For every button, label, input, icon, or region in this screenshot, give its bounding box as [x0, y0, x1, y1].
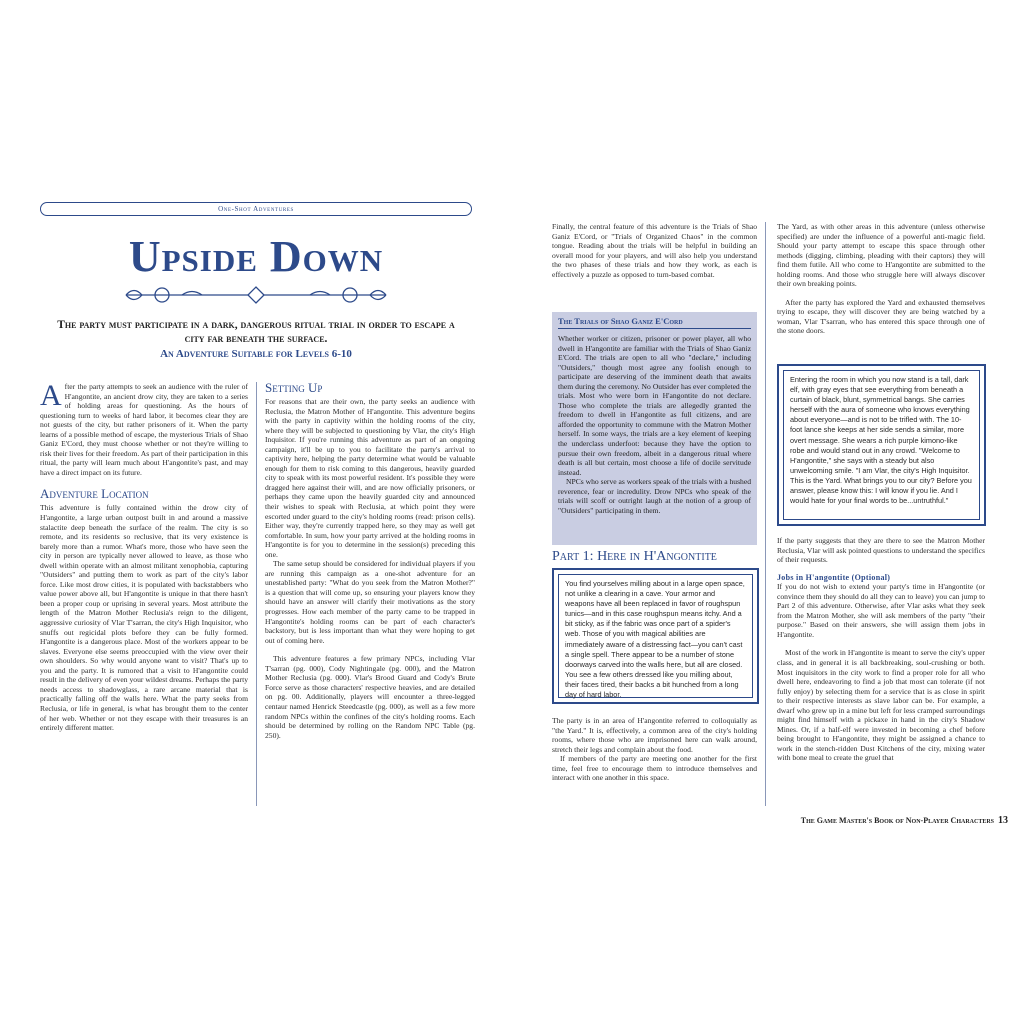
title-ornament — [122, 282, 390, 308]
trials-sidebar — [552, 312, 757, 545]
adventure-location-heading: Adventure Location — [40, 486, 149, 502]
readaloud-box-yard — [552, 568, 759, 704]
column-divider — [256, 382, 257, 806]
column-3-bottom — [552, 716, 757, 783]
jobs-paragraph-1: If you do not wish to extend your party's time in H'angontite (or convince them they should do all they can to leave) you can jump to Part 2 of this adventure. Otherwise, after Vlar asks what they seek from the Matron Mother, she will ask members of the party "their purpose." Based on their answers, she will assign them jobs in H'angontite. — [777, 582, 985, 639]
column-3-top — [552, 222, 757, 279]
drop-cap: A — [40, 379, 62, 412]
footer-book-title: The Game Master's Book of Non-Player Characters — [800, 816, 994, 825]
setting-up-paragraph-2: The same setup should be considered for individual players if you are running this campaign as a one-shot adventure for an unestablished party: "What do you seek from the Matron Mother?" is a question that will come up, so ensuring your players know they should have an answer will clarify their motivations as the story progresses. How each member of the party came to be trapped in H'angontite's holding rooms can be part of each character's backstory, but is less important than what they were hoping to get out of coming here. — [265, 559, 475, 645]
page-footer — [801, 815, 1008, 826]
part-1-heading: Part 1: Here in H'Angontite — [552, 549, 717, 564]
sidebar-title: The Trials of Shao Ganiz E'Cord — [558, 316, 751, 329]
readaloud-text-vlar: Entering the room in which you now stand is a tall, dark elf, with gray eyes that see everything from beneath a curtain of black, blunt, symmetrical bangs. She carries herself with the aura of someone who knows everything about everyone—and is not to be trifled with. The 10-foot lance she keeps at her side sends a similar, more overt message. She wears a rich purple kimono-like robe and would stand out in any crowd. "Welcome to H'angontite," she says with a steady but also unwelcoming smile. "I am Vlar, the city's High Inquisitor. This is the Yard. What brings you to our city? Before you answer, please know this: I will know if you lie. And I would hate for your final words to be...untruthful." — [783, 370, 980, 520]
matron-request-paragraph: If the party suggests that they are there to see the Matron Mother Reclusia, Vlar will ask pointed questions to understand the specifics of their requests. — [777, 536, 985, 565]
column-4 — [777, 222, 985, 336]
page-title: Upside Down — [128, 232, 384, 281]
column-1 — [40, 379, 248, 733]
setting-up-paragraph-3: This adventure features a few primary NPCs, including Vlar T'sarran (pg. 000), Cody Nightingale (pg. 000), and the Matron Mother Reclusia (pg. 000). Vlar's Brood Guard and Cody's Brute Force serve as those characters' respective heavies, and are detailed on pg. 00. Additionally, players will encounter a three-legged centaur named Henrick Steedcastle (pg. 000), as well as a few more random NPCs within the confines of the city's holding rooms. Each should be determined by rolling on the Random NPC Table (pg. 250). — [265, 654, 475, 740]
intro-paragraph: fter the party attempts to seek an audience with the ruler of H'angontite, an ancient drow city, they are taken to a series of holding areas for questioning. As the hours of questioning turn to weeks of hard labor, it becomes clear they are not guests of the city, but rather prisoners of it. When the party learns of a possible method of escape, the mysterious Trials of Shao Ganiz E'Cord, they must choose whether or not they're willing to risk their lives for their freedom. As part of their participation in this ritual, the party will learn much about H'angontite's past, and may have a direct impact on its future. — [40, 382, 248, 477]
page-number: 13 — [998, 815, 1008, 826]
column-divider-right — [765, 222, 766, 806]
jobs-paragraph-2: Most of the work in H'angontite is meant to serve the city's upper class, and in general it is all backbreaking, soul-crushing or both. Most inquisitors in the city work to find a proper role for all who dwell here, endeavoring to find a job that most can tolerate (if not fully enjoy) by selecting them for a service that is as close in spirit to their respective interests as slave labor can be. For example, a dwarf who grew up in a mine but left for less cramped surroundings might find himself with a pickaxe in hand in the city's Shadow Mines. Or, if a half-elf were invested in becoming a chef before being brought to H'angontite, they might be assigned a chance to work in the stench-ridden Dust Kitchens of the city, mixing water with bone meal to create the gruel that — [777, 648, 985, 763]
setting-up-paragraph-1: For reasons that are their own, the party seeks an audience with Reclusia, the Matron Mother of H'angontite. This adventure begins with the party in captivity within the holding rooms of the city, where they will be subjected to questioning by Vlar, the city's High Inquisitor. If you're running this adventure as part of an ongoing campaign, it'll be up to you to facilitate the party's arrival to captivity here, helping the party determine what would be valuable enough for them to risk coming to this dangerous, heavily guarded city to speak with its most powerful resident. It's possible they were dragged here against their will, and are now officially prisoners, or perhaps they came upon the heavily guarded city and announced their wishes to speak with Reclusia, at which point they were escorted under guard to the city's holding rooms (read: prison cells). Either way, they're currently trapped here, so they may as well get comfortable. In sum, how your party arrived at the holding rooms in H'angontite is for you to determine in the session(s) preceding this one. — [265, 397, 475, 559]
yard-paragraph: The party is in an area of H'angontite referred to colloquially as "the Yard." It is, effectively, a common area of the city's holding rooms, where those who are imprisoned here can walk around, stretch their legs and complain about the food. — [552, 716, 757, 754]
location-paragraph: This adventure is fully contained within the drow city of H'angontite, a large urban outpost built in and around a massive stalactite deep beneath the surface of the realm. The city is so remote, and its residents so reclusive, that its very existence is barely more than a rumor. What's more, those who have seen the city in person are typically never allowed to leave, as those who dwell within operate with an almost militant xenophobia, capturing "Outsiders" and putting them to work as part of the city's labor force. Like most drow cities, it is populated with backstabbers who value power above all, but H'angontite is unique in that there hasn't been a proper coup or uprising in several years. Most attribute the length of the Matron Mother Reclusia's reign to the diligent, aggressive curiosity of Vlar T'sarran, the city's High Inquisitor, who snuffs out regicidal plots before they can be fully formed. H'angontite is a dangerous place. Most of the workers appear to be slaves. Everyone else seems preoccupied with the view over their own shoulders. So why would anyone want to visit? That's up to you and the party. It is rumored that a visit to H'angontite could result in the delivery of even your wildest dreams. Perhaps the party needs access to shadowglass, a rare arcane material that is practically falling off the walls here. What the party seeks from Reclusia, or life in general, is what has brought them to the center of her web. Whether or not they escape with their treasures is an entirely different matter. — [40, 503, 248, 733]
setting-up-heading: Setting Up — [265, 380, 323, 395]
level-line: An Adventure Suitable for Levels 6-10 — [160, 348, 352, 360]
readaloud-box-vlar — [777, 364, 986, 526]
yard-magic-paragraph: The Yard, as with other areas in this adventure (unless otherwise specified) are under the influence of a powerful anti-magic field. Should your party attempt to escape this space through other methods (digging, climbing, pleading with their captors) they will find them futile. All who come to H'angontite are submitted to the holding rooms. And those who struggle here will always discover their own breaking points. — [777, 222, 985, 289]
sidebar-paragraph-1: Whether worker or citizen, prisoner or power player, all who dwell in H'angontite are familiar with the Trials of Shao Ganiz E'Cord. The trials are open to all who "declare," including "Outsiders," though most agree any foolish enough to participate are deserving of the imminent death that awaits them during the ceremony. No Outsider has ever completed the trials. Most who were born in H'angontite do not declare. Those who complete the trials are allegedly granted the freedom to dwell in H'angontite as full citizens, and are afforded the opportunity to commune with the Matron Mother herself. In some ways, the trials are a key element of keeping the underclass underfoot: because they have the option to pursue their own freedom, albeit in a dangerous ritual where death is all but certain, most choose a life of docile servitude instead. — [558, 334, 751, 477]
vlar-arrival-paragraph: After the party has explored the Yard and exhausted themselves trying to escape, they will discover they are being watched by a woman, Vlar T'sarran, who has entered this space through one of the stone doors. — [777, 297, 985, 336]
section-banner: One-Shot Adventures — [40, 202, 472, 216]
column-4-bottom — [777, 536, 985, 763]
introductions-paragraph: If members of the party are meeting one another for the first time, feel free to encourage them to introduce themselves and interact with one another in this space. — [552, 754, 757, 783]
subtitle: The party must participate in a dark, dangerous ritual trial in order to escape a city far beneath the surface. — [57, 319, 455, 345]
column-2 — [265, 378, 475, 740]
trials-intro-paragraph: Finally, the central feature of this adventure is the Trials of Shao Ganiz E'Cord, or "Trials of Organized Chaos" in the common tongue. Reading about the trials will be helpful in building an overall mood for your players, and will also help you understand the two phases of these trials and how they work, as each is effectively a puzzle as opposed to turn-based combat. — [552, 222, 757, 279]
jobs-subheading: Jobs in H'angontite (Optional) — [777, 572, 891, 582]
sidebar-paragraph-2: NPCs who serve as workers speak of the trials with a hushed reverence, fear or incredulity. Drow NPCs who speak of the trials will scoff or outright laugh at the notion of a group of "Outsiders" participating in them. — [558, 477, 751, 515]
readaloud-text-yard: You find yourselves milling about in a large open space, not unlike a clearing in a cave. Your armor and weapons have all been replaced in favor of roughspun tunics—and in this case roughspun means itchy. And a bit sticky, as if the fabric was once part of a spider's web. Those of you with magical abilities are immediately aware of a distressing fact—you can't cast a single spell. There appear to be a number of stone doorways carved into the walls here, but all are closed. You see a few others dressed like you milling about, their faces tired, their backs a bit hunched from a long day of hard labor. — [558, 574, 753, 698]
